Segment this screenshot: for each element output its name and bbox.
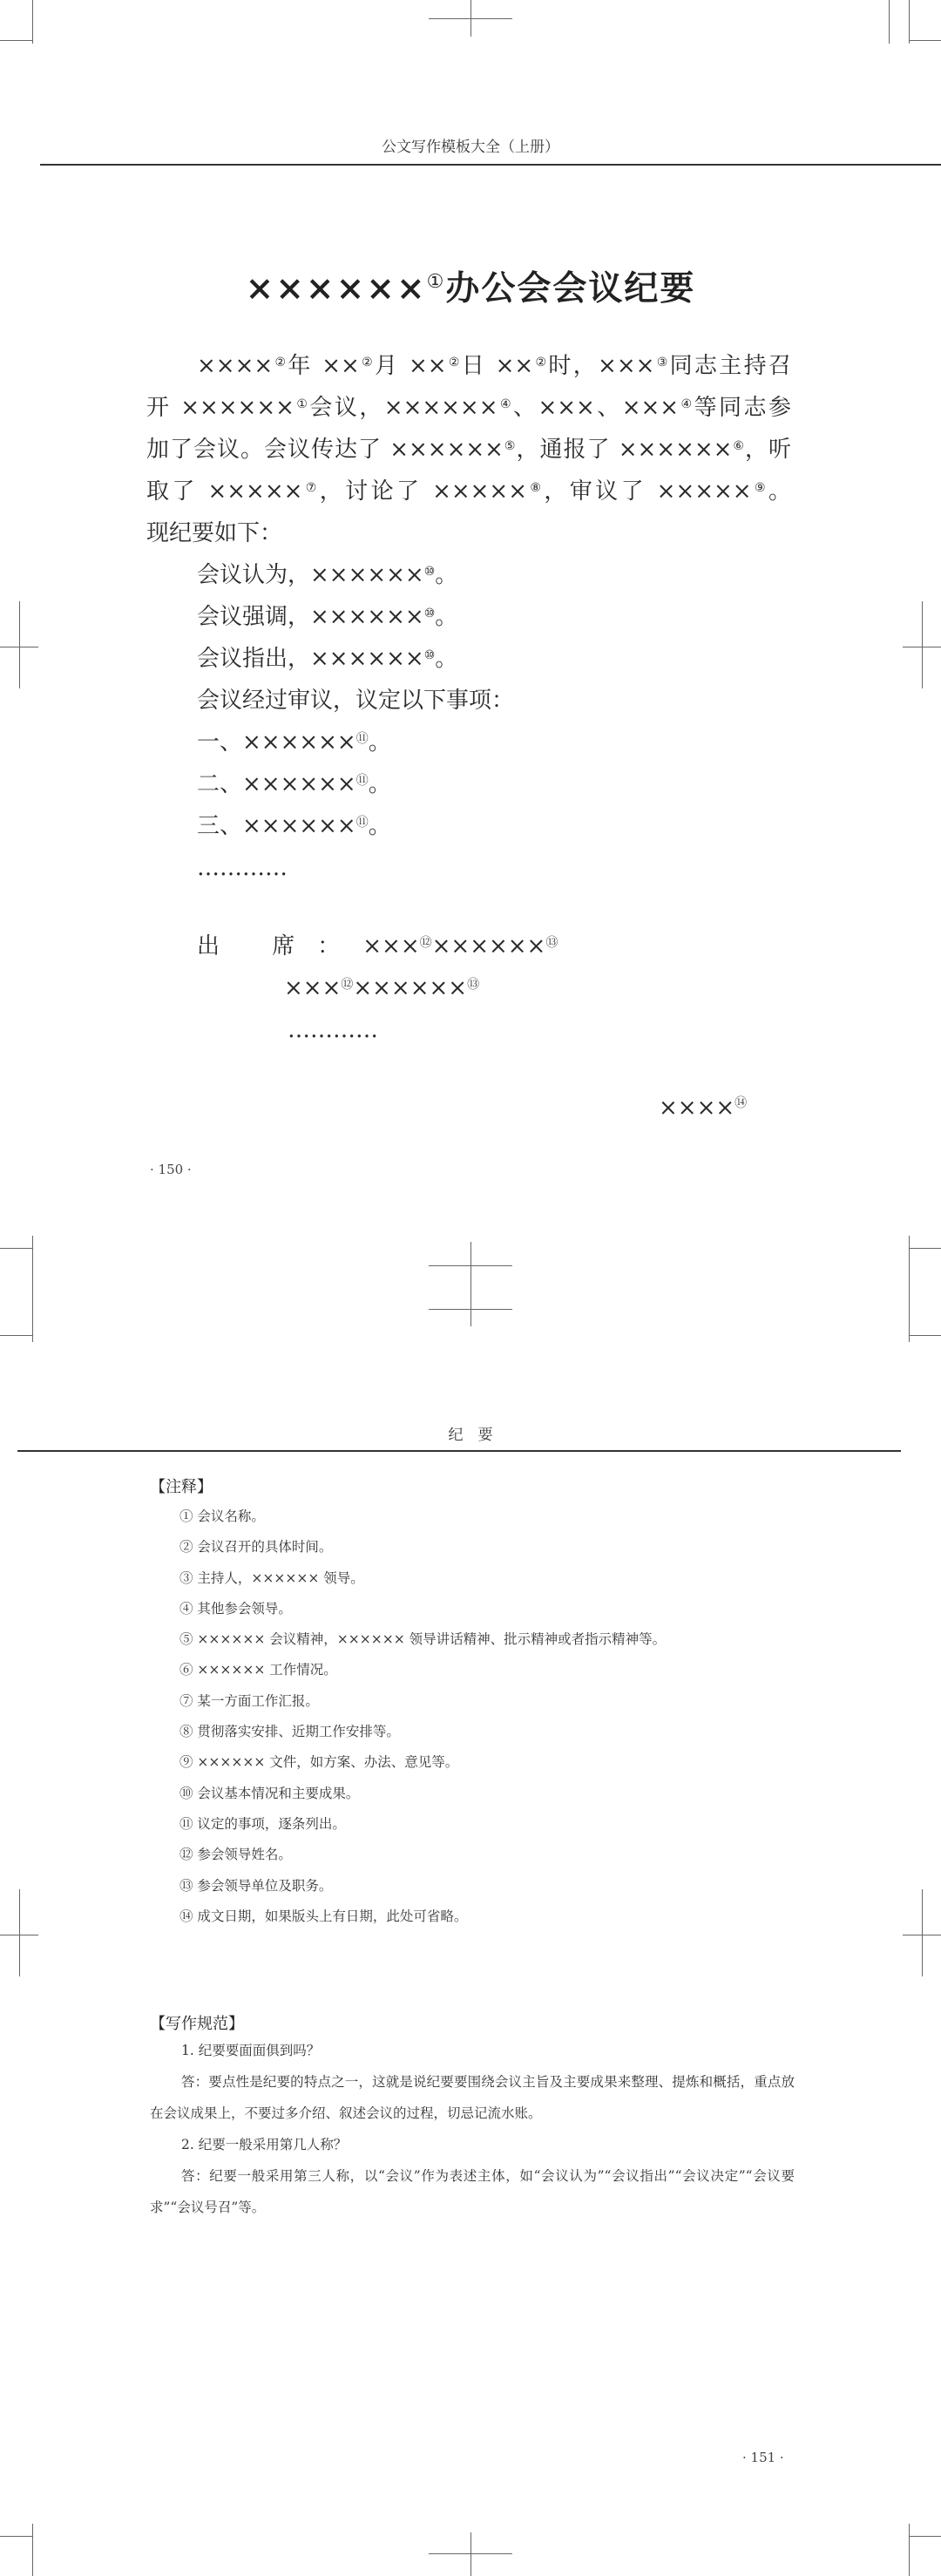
- list-item: 会议强调，××××××⑩。: [197, 604, 458, 630]
- note-item: ⑤ ×××××× 会议精神，×××××× 领导讲话精神、批示精神或者指示精神等。: [179, 1631, 667, 1648]
- crop-mark: [32, 1288, 33, 1342]
- signer: ××××⑭: [659, 1095, 748, 1122]
- crop-mark: [909, 2524, 910, 2576]
- crop-mark: [909, 0, 910, 44]
- note-item: ① 会议名称。: [179, 1508, 265, 1524]
- crop-mark: [922, 1889, 923, 1976]
- crop-mark: [0, 1335, 32, 1336]
- header-rule: [40, 164, 941, 166]
- note-item: ⑫ 参会领导姓名。: [179, 1847, 292, 1863]
- crop-mark: [0, 40, 32, 41]
- crop-mark: [32, 1236, 33, 1288]
- list-item: 会议经过审议，议定以下事项：: [197, 688, 515, 714]
- crop-mark: [909, 40, 941, 41]
- list-item: 会议认为，××××××⑩。: [197, 562, 458, 588]
- note-item: ⑬ 参会领导单位及职务。: [179, 1877, 333, 1894]
- crop-mark: [19, 601, 20, 688]
- norm-answer: 答：要点性是纪要的特点之一，这就是说纪要要围绕会议主旨及主要成果来整理、提炼和概括，重点放在会议成果上，不要过多介绍、叙述会议的过程，切忌记流水账。: [150, 2074, 795, 2121]
- norms-title: 【写作规范】: [150, 2015, 244, 2033]
- crop-mark: [32, 2524, 33, 2576]
- norm-answer: 答：纪要一般采用第三人称，以“会议”作为表述主体，如“会议认为”“会议指出”“会议决定”“会议要求”“会议号召”等。: [150, 2168, 795, 2215]
- ellipsis: …………: [197, 855, 288, 881]
- note-item: ③ 主持人，×××××× 领导。: [179, 1569, 364, 1586]
- attendee-row: ×××⑫××××××⑬: [284, 975, 480, 1001]
- crop-mark: [0, 1248, 32, 1249]
- note-item: ⑨ ×××××× 文件，如方案、办法、意见等。: [179, 1754, 459, 1771]
- crop-mark: [470, 2532, 471, 2576]
- crop-mark: [889, 0, 890, 44]
- crop-mark: [429, 2553, 512, 2554]
- crop-mark: [909, 1248, 941, 1249]
- list-item: 三、××××××⑪。: [197, 813, 391, 839]
- norm-question: 1. 纪要要面面俱到吗？: [181, 2043, 321, 2058]
- running-header: 公文写作模板大全（上册）: [382, 139, 559, 156]
- page-number: · 150 ·: [150, 1162, 192, 1177]
- crop-mark: [32, 0, 33, 44]
- norms-section: [150, 2035, 795, 2223]
- attend-label: 出 席：: [197, 933, 363, 959]
- note-item: ② 会议召开的具体时间。: [179, 1539, 333, 1556]
- para-line: 开 ××××××①会议，××××××④、×××、×××④等同志参: [146, 395, 791, 421]
- note-item: ⑧ 贯彻落实安排、近期工作安排等。: [179, 1724, 400, 1740]
- page-number: · 151 ·: [742, 2450, 784, 2465]
- notes-title: 【注释】: [150, 1478, 213, 1496]
- crop-mark: [0, 2536, 32, 2537]
- list-item: 会议指出，××××××⑩。: [197, 646, 458, 672]
- running-header: 纪 要: [448, 1427, 493, 1444]
- note-item: ⑭ 成文日期，如果版头上有日期，此处可省略。: [179, 1908, 468, 1924]
- crop-mark: [470, 1288, 471, 1326]
- note-item: ⑪ 议定的事项，逐条列出。: [179, 1815, 346, 1832]
- header-rule: [17, 1450, 901, 1452]
- crop-mark: [429, 1309, 512, 1310]
- crop-mark: [909, 1335, 941, 1336]
- note-item: ⑩ 会议基本情况和主要成果。: [179, 1785, 360, 1801]
- crop-mark: [909, 2536, 941, 2537]
- crop-mark: [429, 18, 512, 19]
- note-item: ⑦ 某一方面工作汇报。: [179, 1692, 319, 1709]
- note-item: ④ 其他参会领导。: [179, 1600, 292, 1617]
- para-line: 加了会议。会议传达了 ××××××⑤，通报了 ××××××⑥，听: [146, 437, 791, 463]
- ellipsis: …………: [288, 1017, 378, 1043]
- crop-mark: [909, 1288, 910, 1342]
- attendance-block: [146, 925, 791, 1051]
- body-text: [146, 345, 791, 889]
- para-line: 现纪要如下：: [146, 520, 283, 546]
- list-item: 二、××××××⑪。: [197, 771, 391, 797]
- crop-mark: [19, 1889, 20, 1976]
- notes-list: [179, 1502, 842, 1932]
- crop-mark: [429, 1265, 512, 1266]
- attendee-row: 出 席：×××⑫××××××⑬: [197, 933, 559, 959]
- para-line: ××××②年 ××②月 ××②日 ××②时，×××③同志主持召: [197, 353, 791, 379]
- document-title: ××××××①办公会会议纪要: [245, 268, 696, 308]
- note-item: ⑥ ×××××× 工作情况。: [179, 1662, 337, 1678]
- crop-mark: [922, 601, 923, 688]
- crop-mark: [909, 1236, 910, 1288]
- para-line: 取了 ×××××⑦，讨论了 ×××××⑧，审议了 ×××××⑨。: [146, 478, 791, 505]
- list-item: 一、××××××⑪。: [197, 729, 391, 756]
- norm-question: 2. 纪要一般采用第几人称？: [181, 2137, 348, 2152]
